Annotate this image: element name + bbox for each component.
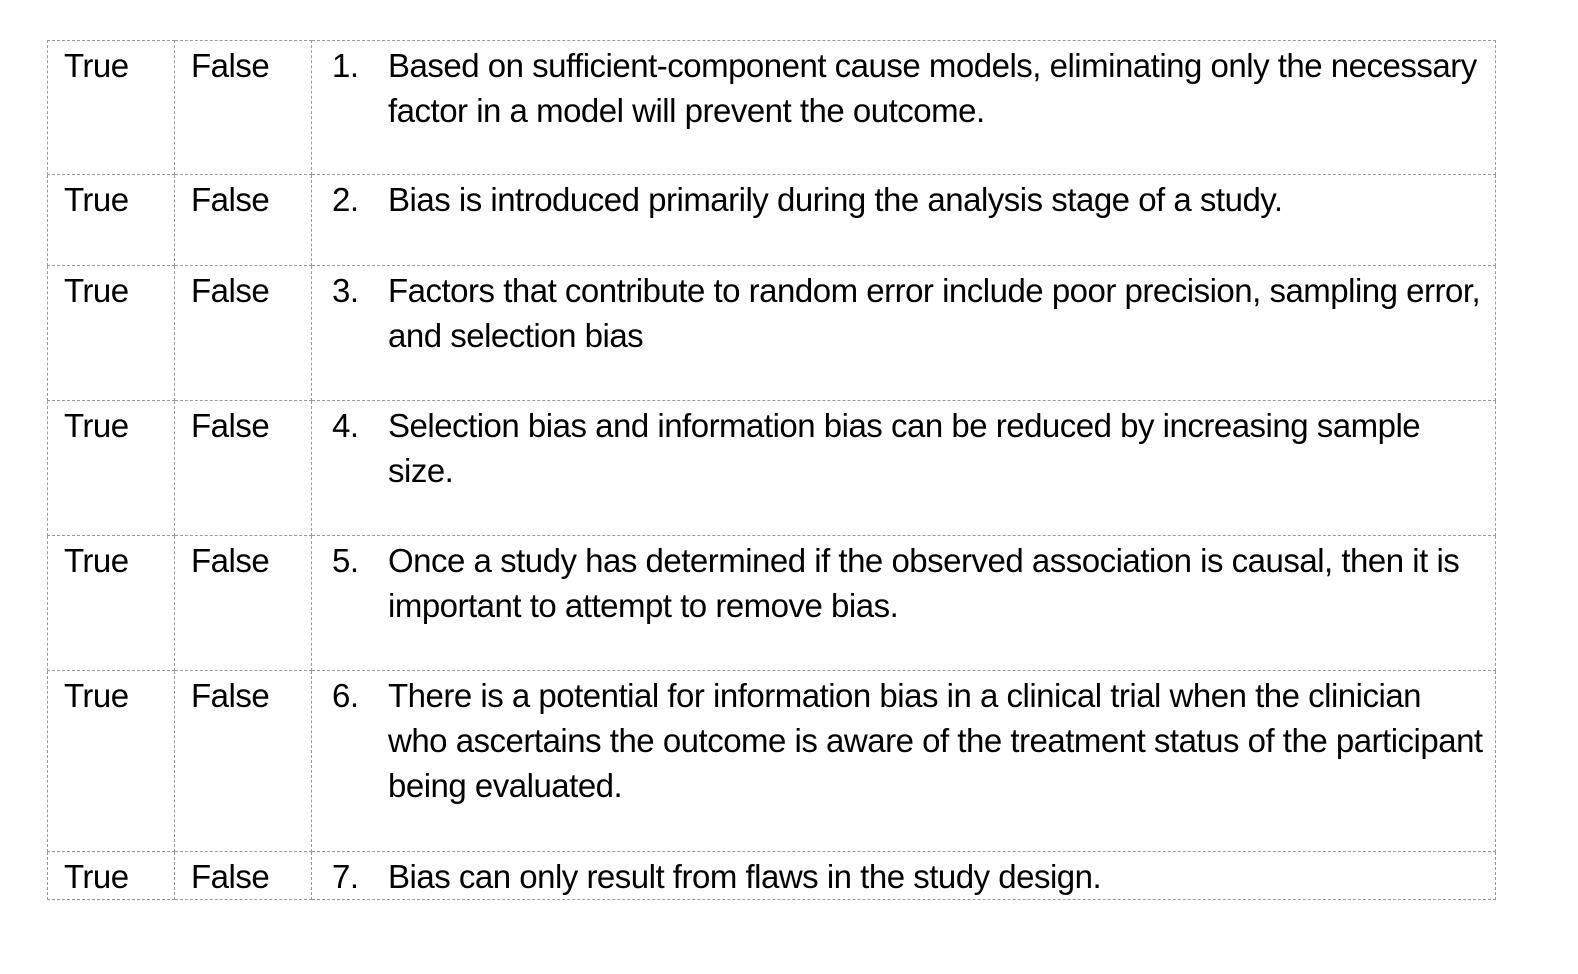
statement-cell [312, 266, 1496, 401]
question-row [48, 175, 1496, 266]
true-option-cell[interactable] [48, 852, 175, 900]
true-option-label[interactable]: True [64, 47, 129, 84]
question-number: 6. [332, 677, 359, 714]
question-row [48, 536, 1496, 671]
false-option-cell[interactable] [175, 175, 312, 266]
statement-cell [312, 536, 1496, 671]
statement-cell [312, 41, 1496, 175]
question-number: 7. [332, 858, 359, 895]
false-option-cell[interactable] [175, 41, 312, 175]
question-text: Factors that contribute to random error include poor precision, sampling error, and selection bias [388, 272, 1481, 354]
true-option-label[interactable]: True [64, 181, 129, 218]
false-option-cell[interactable] [175, 852, 312, 900]
true-option-cell[interactable] [48, 671, 175, 852]
false-option-label[interactable]: False [191, 858, 270, 895]
true-option-cell[interactable] [48, 401, 175, 536]
true-option-label[interactable]: True [64, 407, 129, 444]
false-option-label[interactable]: False [191, 677, 270, 714]
true-option-label[interactable]: True [64, 677, 129, 714]
statement-cell [312, 401, 1496, 536]
question-row [48, 852, 1496, 900]
statement-cell [312, 671, 1496, 852]
true-option-label[interactable]: True [64, 858, 129, 895]
true-option-cell[interactable] [48, 41, 175, 175]
question-text: Based on sufficient-component cause models, eliminating only the necessary factor in a model will prevent the outcome. [388, 47, 1477, 129]
true-false-quiz-table [47, 40, 1496, 900]
question-text: There is a potential for information bias in a clinical trial when the clinician who ascertains the outcome is aware of the treatment status of the participant being evaluated. [388, 677, 1483, 804]
false-option-label[interactable]: False [191, 542, 270, 579]
question-text: Once a study has determined if the observed association is causal, then it is important to attempt to remove bias. [388, 542, 1460, 624]
false-option-label[interactable]: False [191, 181, 270, 218]
false-option-cell[interactable] [175, 401, 312, 536]
true-option-label[interactable]: True [64, 272, 129, 309]
question-row [48, 266, 1496, 401]
question-number: 3. [332, 272, 359, 309]
question-text: Selection bias and information bias can be reduced by increasing sample size. [388, 407, 1421, 489]
true-option-label[interactable]: True [64, 542, 129, 579]
true-option-cell[interactable] [48, 266, 175, 401]
statement-cell [312, 175, 1496, 266]
question-text: Bias is introduced primarily during the analysis stage of a study. [388, 181, 1283, 218]
false-option-label[interactable]: False [191, 272, 270, 309]
false-option-cell[interactable] [175, 671, 312, 852]
false-option-cell[interactable] [175, 536, 312, 671]
false-option-label[interactable]: False [191, 47, 270, 84]
question-number: 4. [332, 407, 359, 444]
question-number: 1. [332, 47, 359, 84]
false-option-label[interactable]: False [191, 407, 270, 444]
false-option-cell[interactable] [175, 266, 312, 401]
question-row [48, 671, 1496, 852]
question-text: Bias can only result from flaws in the study design. [388, 858, 1102, 895]
statement-cell [312, 852, 1496, 900]
question-row [48, 41, 1496, 175]
question-number: 5. [332, 542, 359, 579]
true-option-cell[interactable] [48, 536, 175, 671]
question-number: 2. [332, 181, 359, 218]
question-row [48, 401, 1496, 536]
true-option-cell[interactable] [48, 175, 175, 266]
